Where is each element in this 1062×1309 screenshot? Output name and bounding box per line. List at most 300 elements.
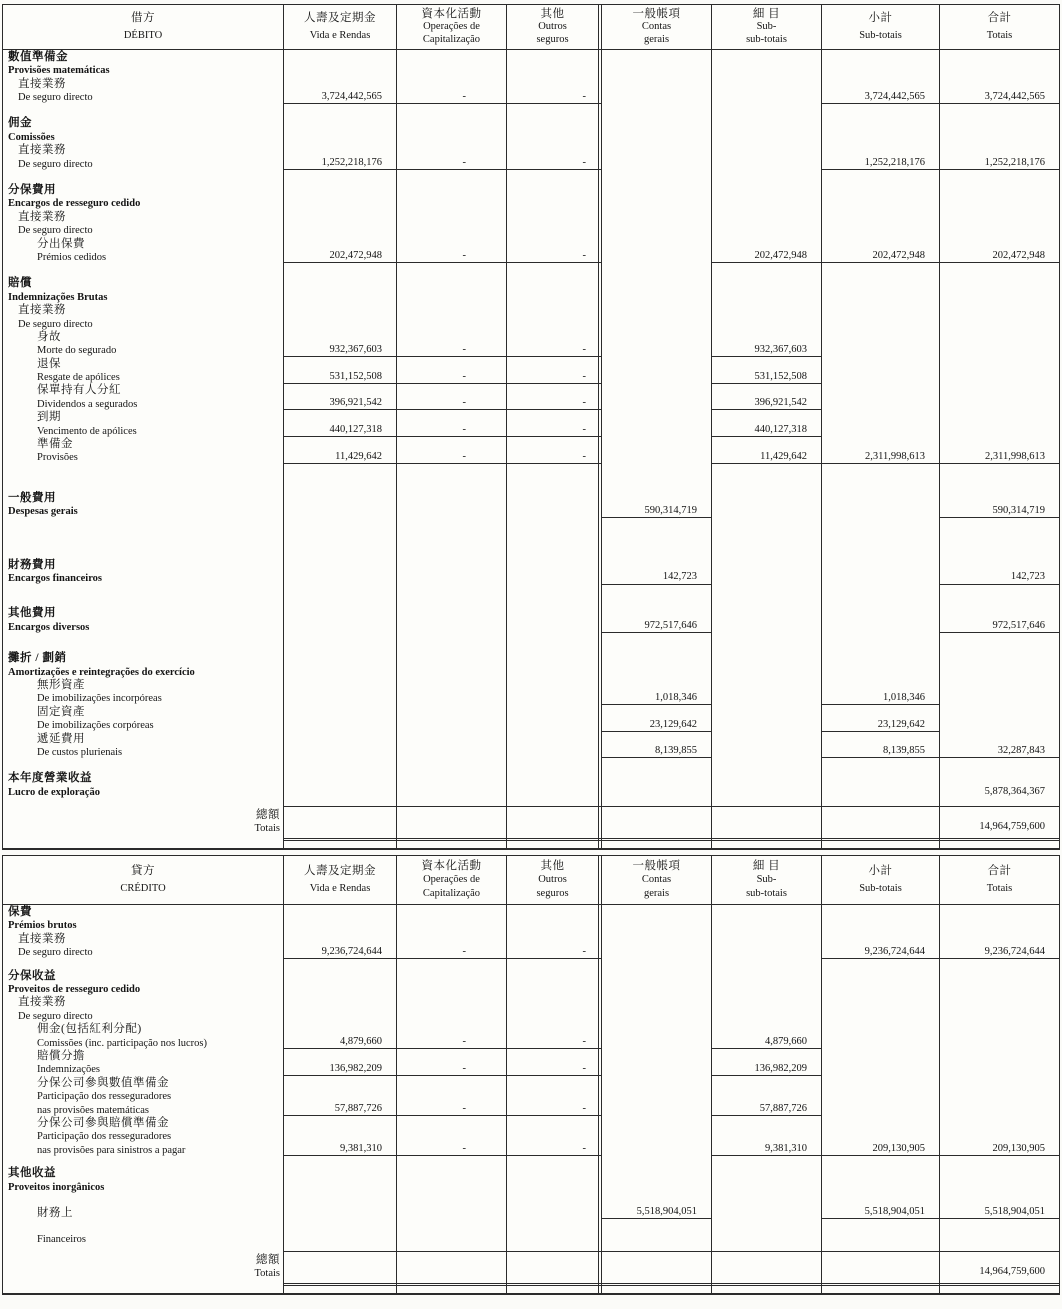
nil-dash: -: [462, 157, 466, 169]
cell-cap: [397, 1143, 507, 1156]
nil-dash: -: [582, 1102, 586, 1114]
cell-subtot: [822, 982, 940, 995]
cell-contas: [602, 464, 712, 491]
cell-outros: [507, 1036, 599, 1049]
cell-contas: [602, 77, 712, 90]
cell-subtot: [822, 330, 940, 343]
cell-cap: [397, 705, 507, 718]
cell-subsub: [712, 424, 822, 437]
row-label-text: 到期: [37, 411, 61, 424]
cell-vida: [284, 170, 397, 183]
row-label-text: 直接業務: [18, 210, 66, 223]
column-header-zh: 其他: [540, 860, 565, 873]
row-label: [3, 410, 284, 423]
cell-subsub: [712, 607, 822, 620]
blank-row-label: [3, 1193, 284, 1201]
cell-tot: [940, 1180, 1059, 1193]
cell-cap: [397, 932, 507, 945]
row-label: [3, 705, 284, 718]
cell-tot: [940, 945, 1059, 958]
row-label: [3, 1062, 284, 1075]
nil-dash: -: [582, 397, 586, 409]
row-label: [3, 691, 284, 704]
cell-contas: [602, 357, 712, 370]
cell-tot: [940, 758, 1059, 771]
cell-vida: [284, 410, 397, 423]
cell-vida: [284, 585, 397, 607]
nil-dash: -: [582, 157, 586, 169]
cell-subsub: [712, 143, 822, 156]
sliver-cell: [397, 841, 507, 848]
cell-cap: [397, 303, 507, 316]
cell-subtot: [822, 104, 940, 117]
cell-cap: [397, 143, 507, 156]
column-header-pt: Sub-: [756, 874, 777, 886]
cell-contas: [602, 437, 712, 450]
cell-vida: [284, 945, 397, 958]
row-label: [3, 1116, 284, 1129]
cell-vida: [284, 1201, 397, 1219]
cell-outros: [507, 798, 599, 806]
sliver-label: [3, 841, 284, 848]
cell-vida: [284, 1229, 397, 1245]
row-label-text: Morte do segurado: [37, 345, 117, 357]
cell-subtot: [822, 343, 940, 356]
column-header-pt2: gerais: [643, 33, 670, 45]
cell-vida: [284, 1009, 397, 1022]
row-label: [3, 63, 284, 76]
column-header-tot: [940, 5, 1059, 50]
cell-cap: [397, 397, 507, 410]
cell-tot: [940, 397, 1059, 410]
column-header-pt2: seguros: [536, 887, 569, 899]
cell-tot: [940, 290, 1059, 303]
cell-tot: [940, 1036, 1059, 1049]
cell-tot: [940, 620, 1059, 633]
column-header-zh: 一般帳項: [632, 7, 681, 20]
cell-contas: [602, 104, 712, 117]
cell-tot: [940, 1166, 1059, 1179]
amount-subtot: 2,311,998,613: [865, 450, 925, 462]
amount-subsub: 11,429,642: [760, 450, 807, 462]
row-label-text: 直接業務: [18, 932, 66, 945]
blank-row-label: [3, 170, 284, 183]
cell-vida: [284, 633, 397, 651]
cell-cap: [397, 370, 507, 383]
row-label-text: 直接業務: [18, 77, 66, 90]
cell-subsub: [712, 1129, 822, 1142]
cell-subtot: [822, 607, 940, 620]
cell-outros: [507, 451, 599, 464]
cell-cap: [397, 678, 507, 691]
cell-cap: [397, 1193, 507, 1201]
cell-outros: [507, 1156, 599, 1166]
cell-outros: [507, 276, 599, 289]
cell-tot: [940, 607, 1059, 620]
cell-vida: [284, 90, 397, 103]
cell-cap: [397, 170, 507, 183]
cell-contas: [602, 451, 712, 464]
cell-subtot: [822, 464, 940, 491]
row-label-text: Vencimento de apólices: [37, 425, 137, 437]
cell-vida: [284, 1103, 397, 1116]
amount-contas: 590,314,719: [644, 504, 697, 516]
cell-contas: [602, 491, 712, 504]
nil-dash: -: [462, 250, 466, 262]
cell-subsub: [712, 1229, 822, 1245]
cell-cap: [397, 1009, 507, 1022]
cell-subsub: [712, 1089, 822, 1102]
cell-cap: [397, 1103, 507, 1116]
cell-outros: [507, 758, 599, 771]
cell-subsub: [712, 705, 822, 718]
cell-subsub: [712, 384, 822, 397]
cell-vida: [284, 1129, 397, 1142]
cell-subsub: [712, 343, 822, 356]
row-label: [3, 117, 284, 130]
cell-vida: [284, 932, 397, 945]
cell-subsub: [712, 1076, 822, 1089]
cell-cap: [397, 130, 507, 143]
cell-vida: [284, 571, 397, 584]
sliver-cell: [822, 1286, 940, 1293]
cell-subtot: [822, 357, 940, 370]
cell-outros: [507, 518, 599, 558]
column-header-pt2: seguros: [536, 33, 569, 45]
cell-vida: [284, 996, 397, 1009]
amount-vida: 396,921,542: [329, 397, 382, 409]
cell-tot: [940, 424, 1059, 437]
cell-subtot: [822, 303, 940, 316]
cell-tot: [940, 1022, 1059, 1035]
total-row-label: [3, 1251, 284, 1283]
cell-subsub: [712, 1009, 822, 1022]
cell-subsub: [712, 491, 822, 504]
cell-vida: [284, 678, 397, 691]
column-header-zh: 資本化活動: [421, 860, 482, 873]
cell-vida: [284, 384, 397, 397]
cell-subsub: [712, 1049, 822, 1062]
nil-dash: -: [462, 945, 466, 957]
row-label: [3, 210, 284, 223]
cell-contas: [602, 705, 712, 718]
cell-vida: [284, 491, 397, 504]
cell-outros: [507, 945, 599, 958]
total-cell-vida: [284, 1251, 397, 1283]
cell-cap: [397, 691, 507, 704]
row-label: [3, 504, 284, 517]
column-header-pt: Contas: [641, 874, 672, 886]
row-label: [3, 157, 284, 170]
cell-cap: [397, 651, 507, 664]
cell-tot: [940, 223, 1059, 236]
column-header-pt: Sub-: [756, 21, 777, 33]
sliver-cell: [712, 841, 822, 848]
cell-vida: [284, 745, 397, 758]
cell-subtot: [822, 1009, 940, 1022]
row-label: [3, 424, 284, 437]
cell-subtot: [822, 996, 940, 1009]
column-header-zh: 人壽及定期金: [304, 864, 376, 877]
cell-vida: [284, 1036, 397, 1049]
cell-cap: [397, 607, 507, 620]
cell-outros: [507, 77, 599, 90]
cell-outros: [507, 1129, 599, 1142]
blank-row-label: [3, 104, 284, 117]
cell-outros: [507, 1022, 599, 1035]
cell-outros: [507, 969, 599, 982]
cell-contas: [602, 1103, 712, 1116]
cell-subsub: [712, 932, 822, 945]
cell-subtot: [822, 620, 940, 633]
row-label-text: Prémios cedidos: [37, 251, 107, 263]
cell-outros: [507, 210, 599, 223]
cell-contas: [602, 959, 712, 969]
cell-cap: [397, 1129, 507, 1142]
amount-subsub: 4,879,660: [765, 1036, 807, 1048]
row-label-text: 固定資產: [37, 705, 85, 718]
cell-cap: [397, 357, 507, 370]
cell-tot: [940, 651, 1059, 664]
blank-row-label: [3, 758, 284, 771]
cell-outros: [507, 410, 599, 423]
row-label-text: 直接業務: [18, 996, 66, 1009]
row-label-text: 分出保費: [37, 237, 85, 250]
amount-subtot: 23,129,642: [877, 718, 925, 730]
cell-cap: [397, 745, 507, 758]
cell-outros: [507, 1062, 599, 1075]
cell-outros: [507, 1089, 599, 1102]
blank-row-label: [3, 1156, 284, 1166]
cell-outros: [507, 464, 599, 491]
cell-vida: [284, 959, 397, 969]
cell-tot: [940, 357, 1059, 370]
cell-subsub: [712, 585, 822, 607]
row-label-text: 賠償分擔: [37, 1049, 85, 1062]
row-label: [3, 397, 284, 410]
amount-tot: 1,252,218,176: [984, 157, 1045, 169]
row-label: [3, 290, 284, 303]
cell-tot: [940, 745, 1059, 758]
cell-cap: [397, 504, 507, 517]
cell-subsub: [712, 798, 822, 806]
row-label-text: 本年度營業收益: [8, 772, 92, 785]
cell-contas: [602, 1022, 712, 1035]
cell-subtot: [822, 585, 940, 607]
cell-subsub: [712, 945, 822, 958]
cell-outros: [507, 397, 599, 410]
cell-vida: [284, 504, 397, 517]
row-label-text: 無形資產: [37, 678, 85, 691]
amount-subsub: 9,381,310: [765, 1143, 807, 1155]
amount-subtot: 9,236,724,644: [864, 945, 925, 957]
cell-subtot: [822, 665, 940, 678]
header-zh: 借方: [131, 12, 155, 24]
row-label: [3, 1180, 284, 1193]
row-label: [3, 250, 284, 263]
cell-cap: [397, 633, 507, 651]
cell-cap: [397, 210, 507, 223]
cell-tot: [940, 464, 1059, 491]
cell-vida: [284, 250, 397, 263]
amount-tot: 209,130,905: [992, 1143, 1045, 1155]
row-label-text: nas provisões matemáticas: [37, 1104, 149, 1116]
cell-cap: [397, 250, 507, 263]
cell-tot: [940, 170, 1059, 183]
nil-dash: -: [582, 450, 586, 462]
cell-contas: [602, 183, 712, 196]
cell-vida: [284, 732, 397, 745]
cell-outros: [507, 343, 599, 356]
row-label-text: Proveitos inorgânicos: [8, 1181, 105, 1193]
cell-outros: [507, 330, 599, 343]
total-label-zh: 總額: [256, 1254, 280, 1266]
cell-contas: [602, 197, 712, 210]
cell-subsub: [712, 104, 822, 117]
row-label-text: 其他費用: [8, 607, 56, 620]
total-cell-outros: [507, 1251, 599, 1283]
cell-vida: [284, 1180, 397, 1193]
total-cell-subtot: [822, 806, 940, 838]
cell-tot: [940, 785, 1059, 798]
total-cell-subsub: [712, 1251, 822, 1283]
cell-contas: [602, 117, 712, 130]
cell-vida: [284, 303, 397, 316]
cell-subtot: [822, 732, 940, 745]
row-label: [3, 945, 284, 958]
row-label: [3, 620, 284, 633]
cell-subsub: [712, 237, 822, 250]
row-label: [3, 223, 284, 236]
amount-vida: 9,381,310: [340, 1143, 382, 1155]
cell-subtot: [822, 1089, 940, 1102]
cell-subsub: [712, 397, 822, 410]
row-label-text: Financeiros: [37, 1233, 86, 1245]
cell-subsub: [712, 959, 822, 969]
cell-tot: [940, 982, 1059, 995]
blank-row-label: [3, 464, 284, 491]
cell-cap: [397, 1062, 507, 1075]
row-label: [3, 343, 284, 356]
cell-cap: [397, 585, 507, 607]
cell-tot: [940, 50, 1059, 63]
cell-subsub: [712, 1116, 822, 1129]
amount-tot: 3,724,442,565: [984, 90, 1045, 102]
cell-outros: [507, 263, 599, 276]
cell-outros: [507, 718, 599, 731]
cell-vida: [284, 1116, 397, 1129]
cell-subsub: [712, 996, 822, 1009]
cell-vida: [284, 397, 397, 410]
cell-vida: [284, 1219, 397, 1229]
cell-cap: [397, 384, 507, 397]
cell-subsub: [712, 210, 822, 223]
cell-tot: [940, 1201, 1059, 1219]
column-header-subtot: [822, 856, 940, 905]
row-label-text: Indemnizações: [37, 1064, 100, 1076]
cell-contas: [602, 1229, 712, 1245]
cell-subsub: [712, 745, 822, 758]
row-label-text: De imobilizações incorpóreas: [37, 693, 162, 705]
column-header-pt: Vida e Rendas: [309, 29, 371, 41]
column-header-pt2: gerais: [643, 887, 670, 899]
cell-contas: [602, 1219, 712, 1229]
cell-vida: [284, 276, 397, 289]
sliver-cell: [940, 1286, 1059, 1293]
cell-tot: [940, 732, 1059, 745]
column-header-outros: [507, 856, 599, 905]
row-label: [3, 718, 284, 731]
row-label-text: 財務上: [37, 1206, 73, 1219]
row-label-text: 分保公司參與數值準備金: [37, 1076, 169, 1089]
cell-vida: [284, 330, 397, 343]
row-label: [3, 1022, 284, 1035]
cell-subtot: [822, 317, 940, 330]
cell-tot: [940, 317, 1059, 330]
cell-contas: [602, 1166, 712, 1179]
cell-vida: [284, 183, 397, 196]
cell-tot: [940, 678, 1059, 691]
row-label: [3, 303, 284, 316]
row-label: [3, 451, 284, 464]
cell-outros: [507, 1193, 599, 1201]
cell-tot: [940, 451, 1059, 464]
row-label-text: 財務費用: [8, 558, 56, 571]
row-label: [3, 77, 284, 90]
cell-subtot: [822, 1116, 940, 1129]
amount-subtot: 209,130,905: [872, 1143, 925, 1155]
cell-subsub: [712, 437, 822, 450]
cell-contas: [602, 996, 712, 1009]
cell-vida: [284, 1022, 397, 1035]
cell-tot: [940, 705, 1059, 718]
nil-dash: -: [462, 343, 466, 355]
cell-subsub: [712, 263, 822, 276]
cell-vida: [284, 718, 397, 731]
cell-cap: [397, 905, 507, 918]
cell-outros: [507, 250, 599, 263]
cell-cap: [397, 343, 507, 356]
blank-row-label: [3, 585, 284, 607]
cell-subtot: [822, 130, 940, 143]
row-label-text: De seguro directo: [18, 92, 93, 104]
row-label-text: 保費: [8, 906, 32, 919]
column-header-cap: [397, 5, 507, 50]
blank-row-label: [3, 518, 284, 558]
cell-cap: [397, 798, 507, 806]
row-label-text: Lucro de exploração: [8, 786, 100, 798]
cell-tot: [940, 691, 1059, 704]
cell-tot: [940, 263, 1059, 276]
column-header-zh: 小計: [868, 12, 893, 24]
column-header-pt: Operações de: [423, 21, 480, 33]
cell-tot: [940, 183, 1059, 196]
amount-tot: 972,517,646: [992, 620, 1045, 632]
cell-tot: [940, 77, 1059, 90]
cell-vida: [284, 651, 397, 664]
row-label-text: 其他收益: [8, 1167, 56, 1180]
cell-subsub: [712, 1201, 822, 1219]
cell-contas: [602, 798, 712, 806]
cell-subtot: [822, 223, 940, 236]
cell-contas: [602, 1116, 712, 1129]
cell-cap: [397, 1036, 507, 1049]
cell-subtot: [822, 197, 940, 210]
cell-subtot: [822, 63, 940, 76]
cell-tot: [940, 996, 1059, 1009]
cell-cap: [397, 1166, 507, 1179]
amount-vida: 202,472,948: [329, 250, 382, 262]
